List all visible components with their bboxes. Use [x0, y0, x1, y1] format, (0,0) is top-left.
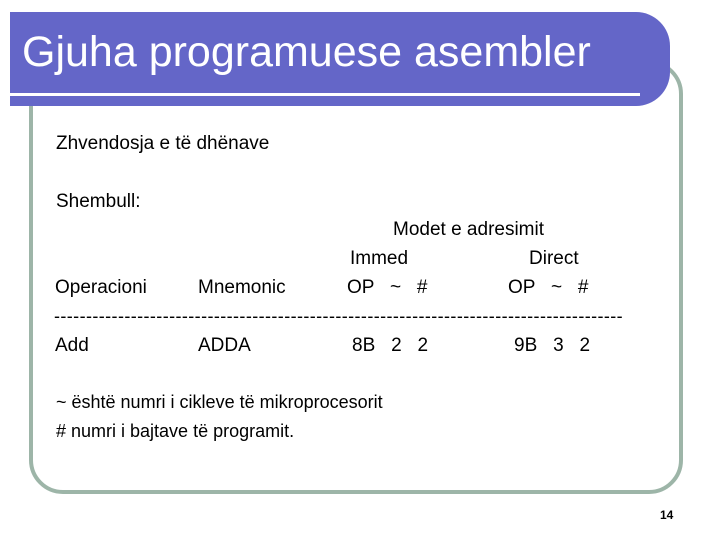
addressing-modes-header: Modet e adresimit: [393, 219, 545, 240]
note-bytes: # numri i bajtave të programit.: [56, 421, 295, 441]
table-separator: -----------------------------------------------------------------------------------------: [54, 306, 624, 326]
table-row-immed: 8B 2 2: [352, 335, 429, 356]
column-header-operation: Operacioni: [55, 277, 147, 298]
title-underline: [10, 93, 640, 96]
mode-direct-header: Direct: [529, 248, 579, 269]
column-header-direct-fields: OP ~ #: [508, 277, 589, 298]
column-header-mnemonic: Mnemonic: [198, 277, 286, 298]
note-cycles: ~ është numri i cikleve të mikroprocesorit: [56, 392, 383, 412]
slide-title: Gjuha programuese asembler: [22, 28, 591, 76]
table-row-mnemonic: ADDA: [198, 335, 251, 356]
page-number: 14: [660, 508, 674, 522]
example-label: Shembull:: [56, 191, 141, 212]
column-header-immed-fields: OP ~ #: [347, 277, 428, 298]
table-row-direct: 9B 3 2: [514, 335, 591, 356]
table-row-operation: Add: [55, 335, 89, 356]
slide-subtitle: Zhvendosja e të dhënave: [56, 133, 270, 154]
mode-immed-header: Immed: [350, 248, 409, 269]
